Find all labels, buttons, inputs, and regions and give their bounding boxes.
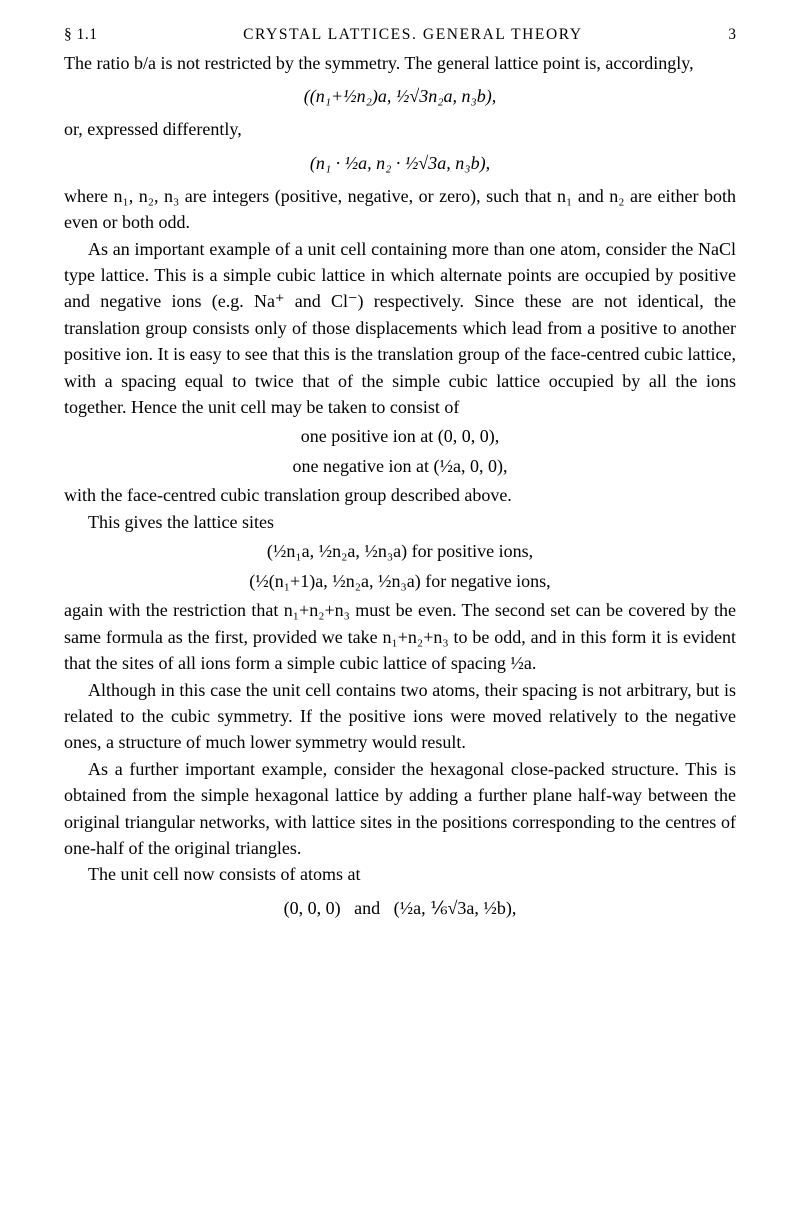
paragraph-restriction: again with the restriction that n₁+n₂+n₃ must be even. The second set can be covered by the same formula as the first, provided we take n₁+n₂+n₃ to be odd, and in this form it is evident that the sites of all ions form a simple cubic lattice of spacing ½a. xyxy=(64,600,736,674)
section-number: § 1.1 xyxy=(64,26,98,43)
paragraph-integers: where n₁, n₂, n₃ are integers (positive, negative, or zero), such that n₁ and n₂ are either both even or both odd. xyxy=(64,185,736,233)
equation-lattice-point-alt: (n₁ · ½a, n₂ · ½√3a, n₃b), xyxy=(309,152,491,173)
paragraph-lattice-sites: This gives the lattice sites xyxy=(88,511,274,532)
equation-lattice-point: ((n₁+½n₂)a, ½√3n₂a, n₃b), xyxy=(303,86,497,107)
equation-negative-sites: (½(n₁+1)a, ½n₂a, ½n₃a) for negative ions, xyxy=(249,571,551,592)
equation-positive-sites: (½n₁a, ½n₂a, ½n₃a) for positive ions, xyxy=(266,541,534,562)
running-header xyxy=(64,26,736,50)
paragraph-spacing: Although in this case the unit cell contains two atoms, their spacing is not arbitrary, but is related to the cubic symmetry. If the positive ions were moved relatively to the negative ones, a structure of much lower symmetry would result. xyxy=(64,679,736,753)
equation-positive-ion: one positive ion at (0, 0, 0), xyxy=(300,426,500,447)
running-title: CRYSTAL LATTICES. GENERAL THEORY xyxy=(243,26,583,43)
equation-hcp-atoms: (0, 0, 0) and (½a, ⅙√3a, ½b), xyxy=(283,897,517,918)
paragraph-expressed: or, expressed differently, xyxy=(64,119,242,140)
equation-negative-ion: one negative ion at (½a, 0, 0), xyxy=(292,456,508,477)
paragraph-unit-cell: The unit cell now consists of atoms at xyxy=(88,864,361,885)
page-number: 3 xyxy=(728,26,736,43)
paragraph-nacl: As an important example of a unit cell containing more than one atom, consider the NaCl type lattice. This is a simple cubic lattice in which alternate points are occupied by positive and negative ions (e.g. Na⁺ and Cl⁻) respectively. Since these are not identical, the translation group consists only of those displacements which lead from a positive to another positive ion. It is easy to see that this is the translation group of the face-centred cubic lattice, with a spacing equal to twice that of the simple cubic lattice occupied by all the ions together. Hence the unit cell may be taken to consist of xyxy=(64,238,736,418)
paragraph-hcp: As a further important example, consider the hexagonal close-packed structure. This is obtained from the simple hexagonal lattice by adding a further plane half-way between the original triangular networks, with lattice sites in the positions corresponding to the centres of one-half of the original triangles. xyxy=(64,758,736,858)
paragraph-ratio: The ratio b/a is not restricted by the symmetry. The general lattice point is, accordingly, xyxy=(64,53,694,73)
paragraph-translation-group: with the face-centred cubic translation group described above. xyxy=(64,485,512,506)
book-page xyxy=(64,26,736,928)
